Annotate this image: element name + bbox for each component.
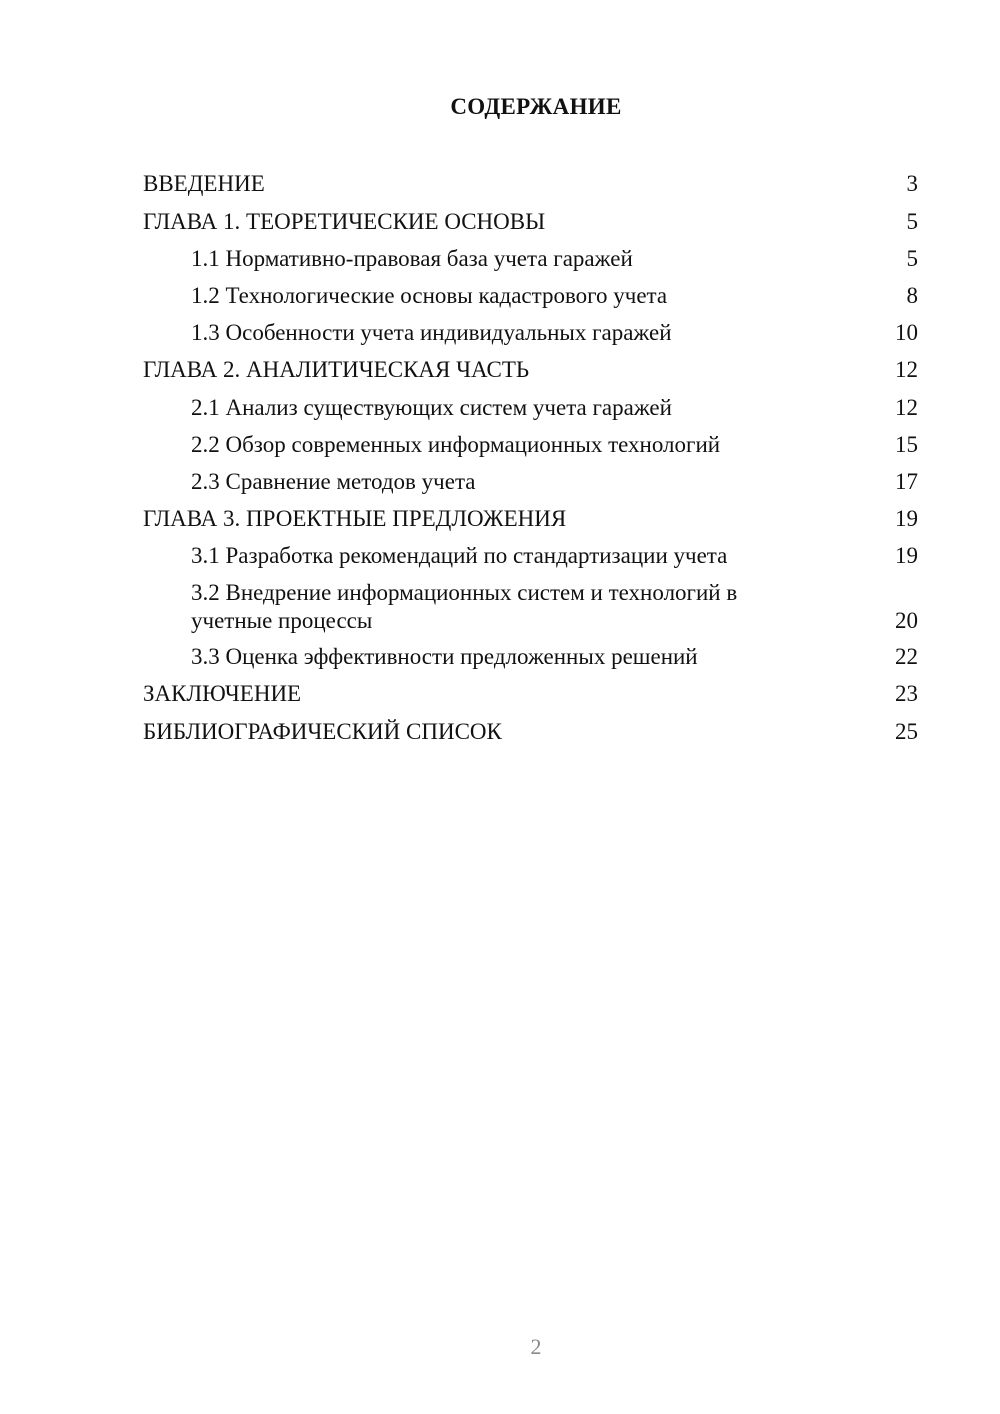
page-number: 2	[530, 1334, 542, 1359]
toc-entry-section-1-1[interactable]	[191, 245, 918, 273]
toc-entry-label: 1.2 Технологические основы кадастрового учета	[191, 283, 668, 308]
toc-entry-label: 3.3 Оценка эффективности предложенных решений	[191, 644, 698, 669]
toc-entry-page: 5	[906, 209, 918, 234]
toc-entry-page: 25	[895, 719, 918, 744]
toc-entry-page: 5	[906, 246, 918, 271]
toc-entry-section-1-3[interactable]	[191, 319, 918, 347]
toc-entry-section-2-2[interactable]	[191, 431, 918, 459]
toc-entry-page: 3	[906, 171, 918, 196]
toc-entry-section-3-3[interactable]	[191, 643, 918, 671]
toc-entry-label: 3.2 Внедрение информационных систем и технологий в учетные процессы	[191, 580, 738, 633]
toc-entry-label: 3.1 Разработка рекомендаций по стандартизации учета	[191, 543, 728, 568]
toc-entry-page: 19	[895, 506, 918, 531]
toc-entry-page: 22	[895, 644, 918, 669]
toc-entry-label: 2.3 Сравнение методов учета	[191, 469, 476, 494]
toc-entry-introduction[interactable]	[143, 170, 918, 198]
toc-entry-label: ГЛАВА 1. ТЕОРЕТИЧЕСКИЕ ОСНОВЫ	[143, 209, 546, 234]
toc-entry-page: 15	[895, 432, 918, 457]
toc-entry-section-2-1[interactable]	[191, 394, 918, 422]
toc-entry-label: 2.1 Анализ существующих систем учета гаражей	[191, 395, 672, 420]
toc-entry-label: ВВЕДЕНИЕ	[143, 171, 265, 196]
toc-entry-page: 12	[895, 357, 918, 382]
toc-entry-label: ГЛАВА 3. ПРОЕКТНЫЕ ПРЕДЛОЖЕНИЯ	[143, 506, 567, 531]
toc-entry-label: 1.1 Нормативно-правовая база учета гаражей	[191, 246, 633, 271]
toc-entry-section-1-2[interactable]	[191, 282, 918, 310]
toc-entry-label: 2.2 Обзор современных информационных технологий	[191, 432, 721, 457]
toc-title: СОДЕРЖАНИЕ	[450, 94, 622, 119]
toc-entry-conclusion[interactable]	[143, 680, 918, 708]
toc-entry-label: БИБЛИОГРАФИЧЕСКИЙ СПИСОК	[143, 719, 502, 744]
toc-entry-page: 8	[906, 283, 918, 308]
toc-entry-page: 23	[895, 681, 918, 706]
toc-entry-chapter-2[interactable]	[143, 356, 918, 384]
toc-entry-page: 17	[895, 469, 918, 494]
toc-entry-section-3-2[interactable]	[191, 579, 918, 635]
toc-entry-label: ЗАКЛЮЧЕНИЕ	[143, 681, 302, 706]
toc-entry-section-2-3[interactable]	[191, 468, 918, 496]
toc-entry-section-3-1[interactable]	[191, 542, 918, 570]
toc-entry-page: 12	[895, 395, 918, 420]
toc-entry-chapter-1[interactable]	[143, 208, 918, 236]
toc-entry-chapter-3[interactable]	[143, 505, 918, 533]
toc-entry-page: 10	[895, 320, 918, 345]
toc-entry-bibliography[interactable]	[143, 718, 918, 746]
toc-entry-label: 1.3 Особенности учета индивидуальных гаражей	[191, 320, 672, 345]
toc-entry-label: ГЛАВА 2. АНАЛИТИЧЕСКАЯ ЧАСТЬ	[143, 357, 530, 382]
toc-entry-page: 19	[895, 543, 918, 568]
toc-entry-page: 20	[895, 608, 918, 633]
